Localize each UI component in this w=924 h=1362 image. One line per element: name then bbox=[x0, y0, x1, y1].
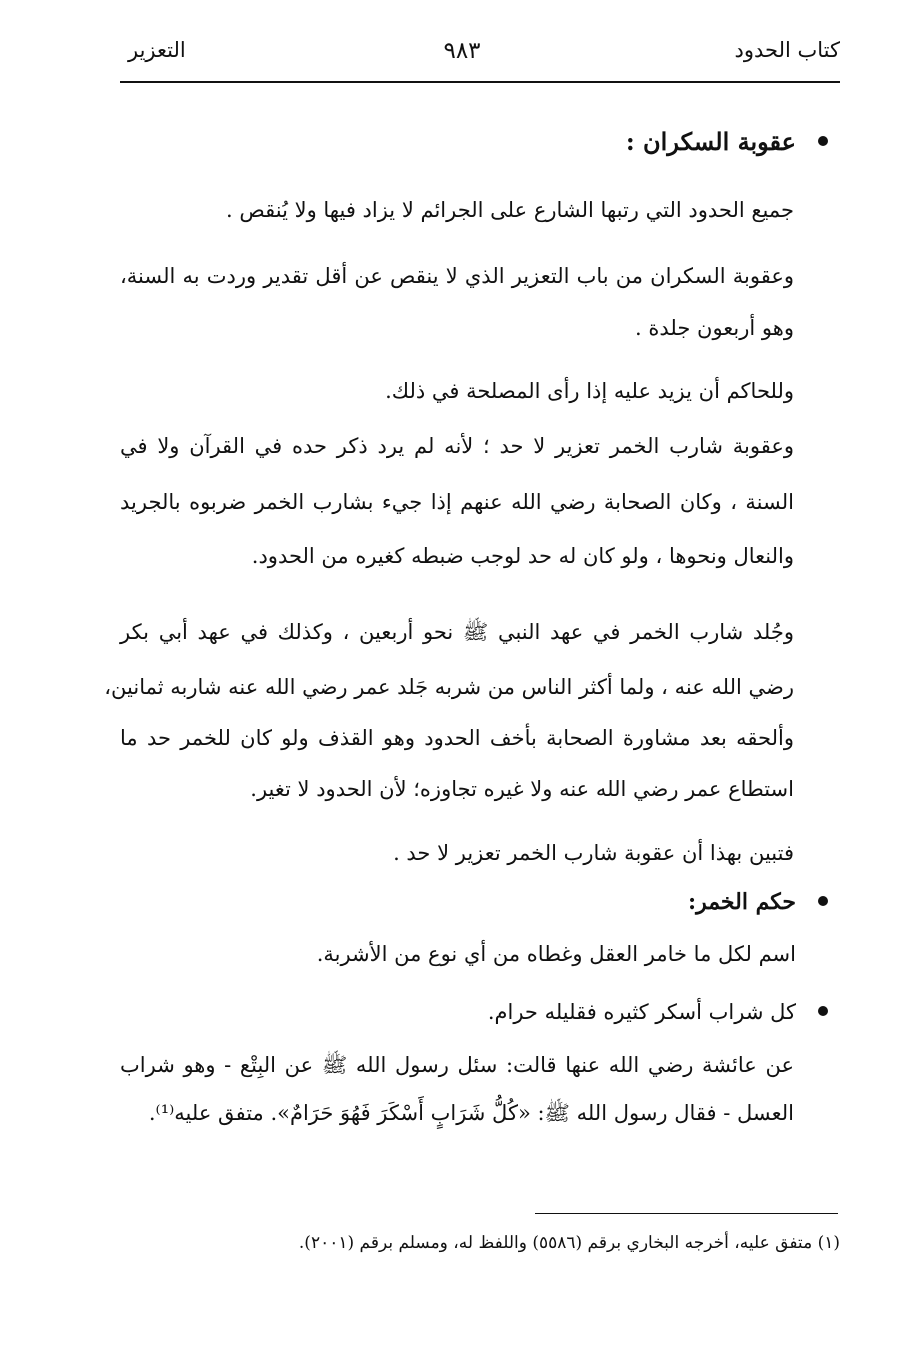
header-rule bbox=[120, 81, 840, 83]
paragraph-line: استطاع عمر رضي الله عنه ولا غيره تجاوزه؛ لأن الحدود لا تغير. bbox=[250, 777, 794, 801]
section-heading-wine: حكم الخمر: bbox=[687, 889, 796, 915]
bullet-icon bbox=[818, 136, 828, 146]
paragraph-line: وعقوبة شارب الخمر تعزير لا حد ؛ لأنه لم يرد ذكر حده في القرآن ولا في bbox=[120, 434, 794, 458]
paragraph-line: والنعال ونحوها ، ولو كان له حد لوجب ضبطه كغيره من الحدود. bbox=[251, 544, 794, 568]
page-number: ٩٨٣ bbox=[443, 38, 481, 64]
header-chapter-title: التعزير bbox=[128, 38, 186, 62]
paragraph-line: رضي الله عنه ، ولما أكثر الناس من شربه جَلد عمر رضي الله عنه شاربه ثمانين، bbox=[104, 675, 794, 699]
paragraph-line: وعقوبة السكران من باب التعزير الذي لا ينقص عن أقل تقدير وردت به السنة، bbox=[120, 264, 794, 288]
intoxicant-rule: كل شراب أسكر كثيره فقليله حرام. bbox=[487, 1000, 796, 1024]
hadith-line: العسل - فقال رسول الله ﷺ: «كُلُّ شَرَابٍ أَسْكَرَ فَهُوَ حَرَامٌ». متفق عليه⁽¹⁾. bbox=[148, 1101, 794, 1125]
footnote-rule bbox=[535, 1213, 838, 1214]
paragraph-line: السنة ، وكان الصحابة رضي الله عنهم إذا جيء بشارب الخمر ضربوه بالجريد bbox=[120, 490, 794, 514]
paragraph-line: جميع الحدود التي رتبها الشارع على الجرائم لا يزاد فيها ولا يُنقص . bbox=[226, 198, 794, 222]
paragraph-line: وهو أربعون جلدة . bbox=[635, 316, 794, 340]
footnote: (١) متفق عليه، أخرجه البخاري برقم (٥٥٨٦) واللفظ له، ومسلم برقم (٢٠٠١). bbox=[298, 1233, 840, 1253]
section-heading-drunk: عقوبة السكران : bbox=[625, 127, 796, 156]
header-book-title: كتاب الحدود bbox=[734, 38, 840, 62]
paragraph-line: وألحقه بعد مشاورة الصحابة بأخف الحدود وهو القذف ولو كان للخمر حد ما bbox=[120, 726, 794, 750]
paragraph-line: وجُلد شارب الخمر في عهد النبي ﷺ نحو أربعين ، وكذلك في عهد أبي بكر bbox=[120, 620, 794, 644]
bullet-icon bbox=[818, 1006, 828, 1016]
hadith-line: عن عائشة رضي الله عنها قالت: سئل رسول الله ﷺ عن البِتْع - وهو شراب bbox=[120, 1053, 794, 1077]
paragraph-line: فتبين بهذا أن عقوبة شارب الخمر تعزير لا حد . bbox=[393, 841, 794, 865]
bullet-icon bbox=[818, 896, 828, 906]
wine-definition: اسم لكل ما خامر العقل وغطاه من أي نوع من الأشربة. bbox=[316, 942, 796, 966]
paragraph-line: وللحاكم أن يزيد عليه إذا رأى المصلحة في ذلك. bbox=[385, 379, 794, 403]
